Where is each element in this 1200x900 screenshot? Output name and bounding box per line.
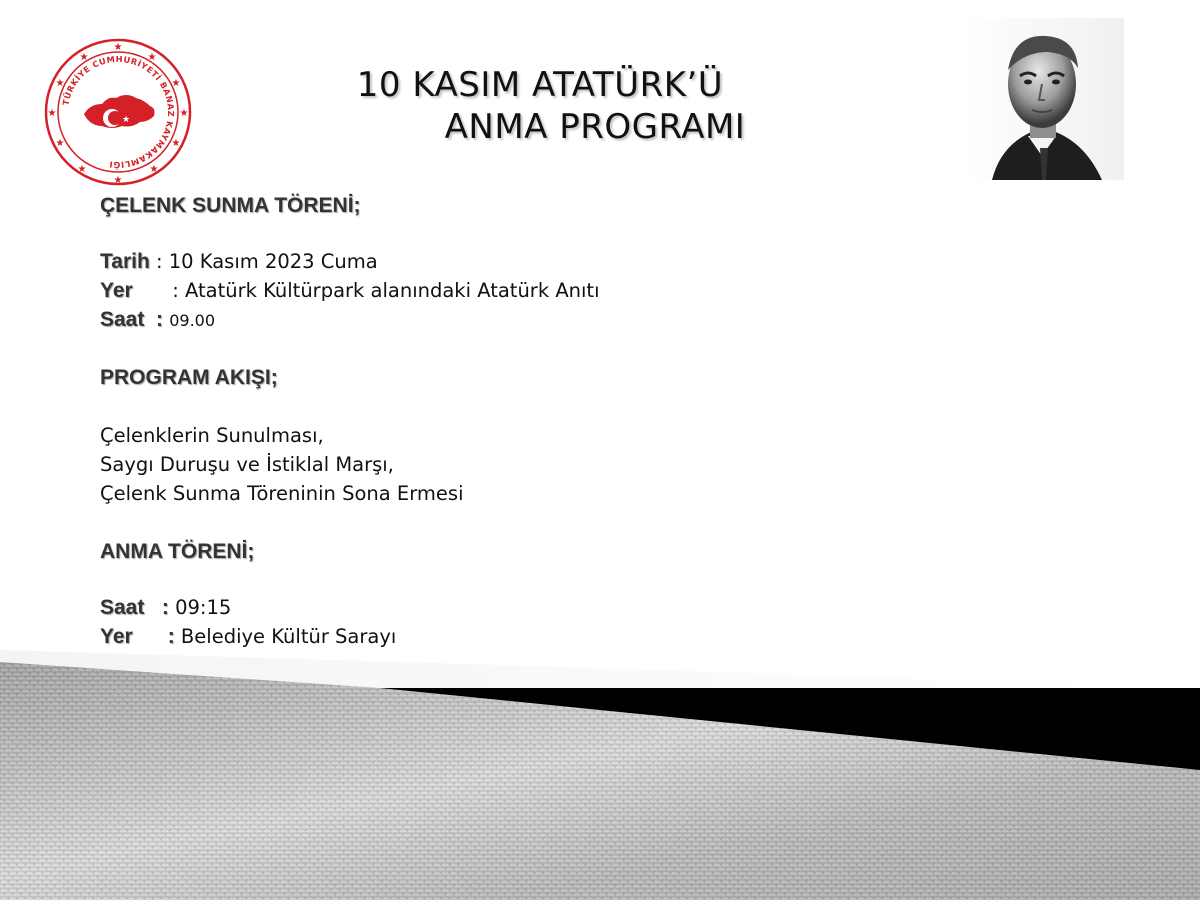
time-value: 09.00 bbox=[169, 311, 216, 330]
memorial-place-value: Belediye Kültür Sarayı bbox=[180, 625, 397, 648]
svg-text:★: ★ bbox=[171, 138, 181, 149]
svg-text:★: ★ bbox=[77, 164, 87, 175]
crescent-star-icon: ★ bbox=[121, 115, 131, 125]
wreath-place-row bbox=[100, 279, 600, 303]
svg-text:★: ★ bbox=[47, 108, 57, 119]
wreath-date-row bbox=[100, 250, 378, 274]
program-flow-item: Saygı Duruşu ve İstiklal Marşı, bbox=[100, 453, 394, 476]
seal-ring-text: TÜRKİYE CUMHURİYETİ BANAZ KAYMAKAMLIĞI bbox=[60, 53, 177, 171]
program-flow-heading: PROGRAM AKIŞI; bbox=[100, 366, 278, 389]
banaz-kaymakamligi-seal-logo bbox=[44, 38, 192, 186]
memorial-ceremony-heading: ANMA TÖRENİ; bbox=[100, 540, 255, 563]
svg-text:★: ★ bbox=[55, 138, 65, 149]
memorial-place-row bbox=[100, 625, 396, 649]
place-label: Yer bbox=[100, 279, 133, 302]
memorial-place-label: Yer : bbox=[100, 625, 175, 648]
svg-text:★: ★ bbox=[113, 175, 123, 186]
memorial-time-label: Saat : bbox=[100, 596, 169, 619]
date-label: Tarih bbox=[100, 250, 150, 273]
title-line-1: 10 KASIM ATATÜRK’Ü bbox=[356, 65, 724, 105]
memorial-time-row bbox=[100, 596, 231, 620]
title-line-2: ANMA PROGRAMI bbox=[444, 107, 746, 147]
time-label: Saat : bbox=[100, 308, 164, 331]
svg-text:★: ★ bbox=[113, 42, 123, 53]
svg-text:★: ★ bbox=[179, 108, 189, 119]
program-flow-item: Çelenk Sunma Töreninin Sona Ermesi bbox=[100, 482, 464, 505]
place-value: : Atatürk Kültürpark alanındaki Atatürk Anıtı bbox=[172, 279, 600, 302]
svg-text:★: ★ bbox=[55, 78, 65, 89]
svg-text:★: ★ bbox=[149, 164, 159, 175]
svg-text:★: ★ bbox=[171, 78, 181, 89]
wreath-ceremony-heading: ÇELENK SUNMA TÖRENİ; bbox=[100, 194, 361, 217]
svg-text:★: ★ bbox=[147, 52, 157, 63]
date-value: : 10 Kasım 2023 Cuma bbox=[156, 250, 378, 273]
program-flow-item: Çelenklerin Sunulması, bbox=[100, 424, 324, 447]
page-title bbox=[300, 64, 820, 148]
wreath-time-row bbox=[100, 308, 215, 332]
memorial-time-value: 09:15 bbox=[175, 596, 232, 619]
ataturk-portrait bbox=[962, 18, 1124, 180]
svg-text:★: ★ bbox=[79, 52, 89, 63]
